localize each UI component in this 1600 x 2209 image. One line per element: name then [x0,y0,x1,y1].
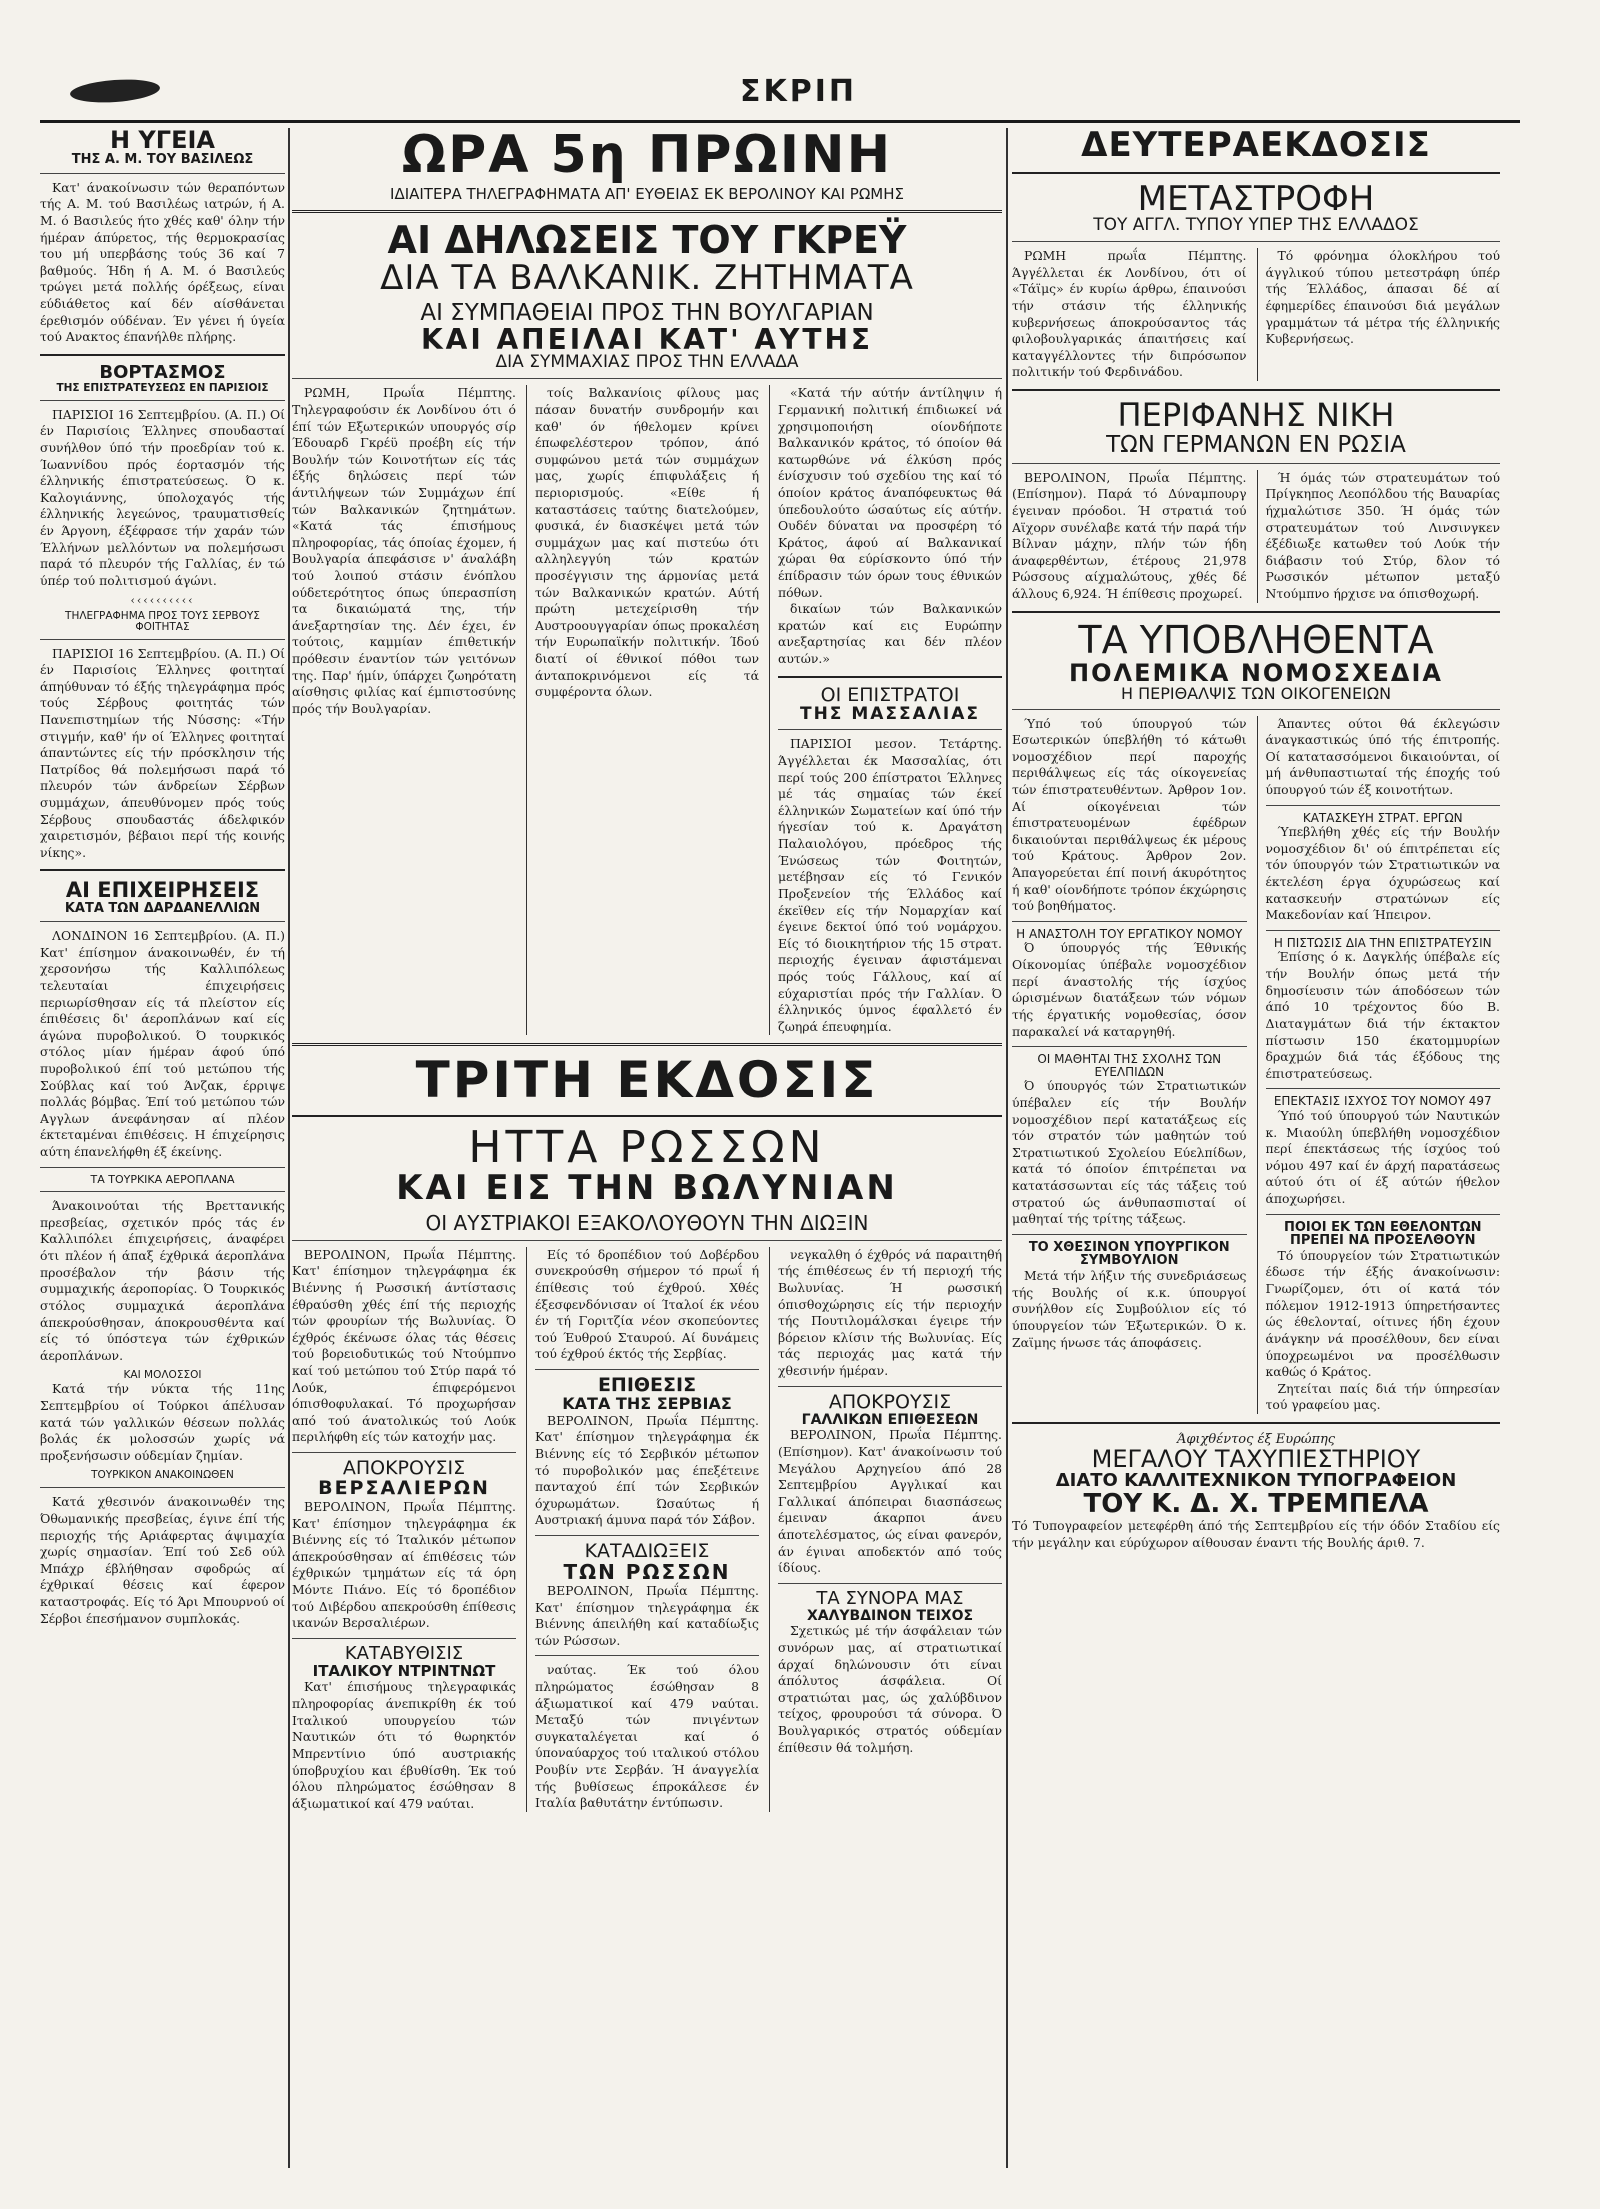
article-subtitle: ΧΑΛΥΒΔΙΝΟΝ ΤΕΙΧΟΣ [806,1607,974,1624]
banner-subtitle: ΙΔΙΑΙΤΕΡΑ ΤΗΛΕΓΡΑΦΗΜΑΤΑ ΑΠ' ΕΥΘΕΙΑΣ ΕΚ ΒΕΡΟΛΙΝΟΥ ΚΑΙ ΡΩΜΗΣ [390,184,904,203]
headline: ΚΑΙ ΕΙΣ ΤΗΝ ΒΩΛΥΝΙΑΝ [396,1168,898,1209]
article-title: ΚΑΤΑΔΙΩΞΕΙΣ [584,1540,710,1563]
article-title: ΕΠΕΚΤΑΣΙΣ ΙΣΧΥΟΣ ΤΟΥ ΝΟΜΟΥ 497 [1273,1094,1492,1109]
article-body: Ή όμάς τών στρατευμάτων τού Πρίγκηπος Λεοπόλδου τής Βαυαρίας ήχμαλώτισε 350. Ή όμάς τών στρατευμάτων τού Λινσινγκεν έξέδιωξε κατωθεν τού Λούκ τήν διάβασιν τού Στύρ, δλον τό Ρωσσικόν μέτωπον μεταξύ Ντούμπνο ήρχισε να όπισθοχωρή. [1265,469,1500,602]
article-body: Κατά χθεσινόν άνακοινωθέν της Όθωμανικής πρεσβείας, έγινε έπί τής περιοχής τής Αριάφερτας άψιμαχία χωρίς σημασίαν. Έπί τού Σεδ ούλ Μπάχρ έβλήθησαν σφοδρώς αί έχθρικαί θέσεις καί έφερον καταστροφάς. Είς τό Άρι Μπουρνού οί Σέρβοι έπεσήμανον συμπλοκάς. [40,1494,285,1626]
ornament: ‹‹‹‹‹‹‹‹‹‹ [130,593,195,607]
article-columns [292,1247,1002,1813]
article-body: Σχετικώς μέ τήν άσφάλειαν τών συνόρων μας, αί στρατιωτικαί άρχαί δηλώνουσιν ότι είναι άπόλυτος άσφάλεια. Οί στρατιώται μας, ώς χαλύβδινον τείχος, φρουρούσι τά σύνορα. Ό Βουλγαρικός στρατός ούδεμίαν έπίθεσιν θά τολμήση. [778,1623,1002,1755]
article-title: ΟΙ ΕΠΙΣΤΡΑΤΟΙ [820,683,960,706]
article-title: ΑΙ ΕΠΙΧΕΙΡΗΣΕΙΣ [65,878,260,903]
divider [778,676,1002,678]
article-title: ΤΑ ΣΥΝΟΡΑ ΜΑΣ [816,1587,964,1609]
article-columns [1012,248,1500,381]
divider [292,378,1002,379]
divider [535,1655,759,1656]
article-subtitle: ΤΗΣ ΜΑΣΣΑΛΙΑΣ [799,703,981,724]
divider [1266,1088,1501,1089]
article-title: ΤΑ ΤΟΥΡΚΙΚΑ ΑΕΡΟΠΛΑΝΑ [90,1172,235,1186]
divider [40,921,285,922]
article-subtitle: ΒΕΡΣΑΛΙΕΡΩΝ [318,1477,490,1500]
article-body: ΡΩΜΗ, Πρωΐα Πέμπτης. Τηλεγραφούσιν έκ Λονδίνου ότι ό έπί τών Εξωτερικών υπουργός σίρ Έδουαρδ Γκρέϋ προέβη είς τήν Βουλήν τών Κοινοτήτων είς τάς έξής δηλώσεις περί τών άντιλήψεων τών Συμμάχων έπί τών Βαλκανικών ζητημάτων. «Κατά τάς έπισήμους πληροφορίας, τάς όποίας έχομεν, ή Βουλγαρία άπεφάσισε ν' άναλάβη τού λοιπού στάσιν ένόπλου ούδετερότητος όπως ύπερασπίση τα δικαιώματά της, τήν άνεξαρτησίαν της. Δέν έχει, έν τούτοις, καμμίαν έπιθετικήν πρόθεσιν έναντίον τών γειτόνων της. Παρ' ήμίν, ύπάρχει ζωηρότατη αίσθησις φιλίας καί έμπιστοσύνης πρός τήν Βουλγαρίαν. [292,385,516,716]
masthead-title: ΣΚΡΙΠ [740,74,857,109]
printer-advertisement [1012,1432,1500,1552]
article-body: Μετά τήν λήξιν τής συνεδριάσεως τής Βουλής οί κ.κ. ύπουργοί συνήλθον είς Συμβούλιον είς τό ύπουργείον τών Έξωτερικών. Ό κ. Ζαϊμης ήνωσε τάς άποφάσεις. [1012,1268,1247,1350]
article-columns [1012,470,1500,603]
divider [40,1487,285,1488]
article-body: «Κατά τήν αύτήν άντίληψιν ή Γερμανική πολιτική έπιδιωκεί νά χρησιμοποιήση οίονδήποτε Βαλκανικόν κράτος, τό όποίον θά κατωρθώνε νά έλκύση πρός ένίσχυσιν τού σχεδίου της καί τό όποίον κράτος άναπόφευκτως θά ύπεδουλούτο ώσαύτως είς αύτήν. Ουδέν δύναται να προσφέρη τό Κράτος, άφού αί Βαλκανικαί χώραι θα εύρίσκοντο ύπό τήν έπίδρασιν τών όρων τους έθνικών πόθων. [778,385,1002,600]
article-title: ΚΑΙ ΜΟΛΟΣΣΟΙ [123,1369,202,1382]
headline: Η ΠΕΡΙΘΑΛΨΙΣ ΤΩΝ ΟΙΚΟΓΕΝΕΙΩΝ [1120,683,1392,703]
divider [1012,921,1247,922]
article-body: ΡΩΜΗ πρωΐα Πέμπτης. Άγγέλλεται έκ Λονδίνου, ότι οί «Τάϊμς» έν κυρίω άρθρω, έπαινούσι τήν στάσιν τής έλληνικής κυβερνήσεως άποκρούσαντος τάς φιλοβουλγαρικάς άπαιτήσεις καί καταγγέλλοντες τήν διπρόσωπον πολιτικήν τού Φερδινάδου. [1012,248,1247,380]
article-body: ΠΑΡΙΣΙΟΙ 16 Σεπτεμβρίου. (Α. Π.) Οί έν Παρισίοις Έλληνες φοιτηταί άπηύθυναν τό έξής τηλεγράφημα πρός τούς Σέρβους φοιτητάς τών Πανεπιστημίων τής Νύσσης: «Τήν στιγμήν, καθ' ήν οί Έλληνες φοιτηταί άπαντώντες είς τήν πρόσκλησιν τής Πατρίδος θά πολεμήσωσι παρά τό πλευρόν τών άνδρείων Σέρβων συμμάχων, άπευθύνομεν πρός τούς Σέρβους σπουδαστάς άδελφικόν χαιρετισμόν, βέβαιοι περί τής κοινής νίκης». [40,645,285,860]
article-title: Η ΑΝΑΣΤΟΛΗ ΤΟΥ ΕΡΓΑΤΙΚΟΥ ΝΟΜΟΥ [1016,926,1243,941]
article-body: ΒΕΡΟΛΙΝΟΝ, Πρωΐα Πέμπτης. (Επίσημον). Κατ' άνακοίνωσιν τού Μεγάλου Αρχηγείου άπό 28 Σεπτεμβρίου Αγγλικαί και Γαλλικαί άπόπειραι διασπάσεως έμειναν άκαρποι άνευ άποτελέσματος, ώς είναι φανερόν, άν έγιναι αποδεκτόν από τούς ίδίους. [778,1427,1002,1576]
headline: ΤΟΥ ΑΓΓΛ. ΤΥΠΟΥ ΥΠΕΡ ΤΗΣ ΕΛΛΑΔΟΣ [1093,215,1419,236]
headline: ΔΙΑ ΤΑ ΒΑΛΚΑΝΙΚ. ΖΗΤΗΜΑΤΑ [380,258,914,299]
article-body: ΒΕΡΟΛΙΝΟΝ, Πρωΐα Πέμπτης. (Επίσημον). Παρά τό Δύναμπουργ έγειναν πρόοδοι. Ή στρατιά τού Αϊχορν συνέλαβε κατά τήν παρά τήν Βίλναν μάχην, πλήν τών ήδη άναφερθέντων, έτέρους 21,978 Ρώσσους αίχμαλώτους, χθές δέ άλλους 6,924. Ή έπίθεσις προχωρεί. [1012,469,1247,602]
article-subtitle: ΚΑΤΑ ΤΗΣ ΣΕΡΒΙΑΣ [562,1393,732,1413]
edition-headline: ΔΕΥΤΕΡΑΕΚΔΟΣΙΣ [1081,128,1431,165]
headline: ΗΤΤΑ ΡΩΣΣΩΝ [468,1121,826,1173]
article-title: ΠΟΙΟΙ ΕΚ ΤΩΝ ΕΘΕΛΟΝΤΩΝ ΠΡΕΠΕΙ ΝΑ ΠΡΟΣΕΛΘΟΥΝ [1283,1219,1482,1249]
article-body: ΛΟΝΔΙΝΟΝ 16 Σεπτεμβρίου. (Α. Π.) Κατ' έπίσημον άνακοινωθέν, έν τή χερσονήσω τής Καλλιπόλεως τελευταίαι έπιχειρήσεις περιωρίσθησαν είς τά πλείστον είς έπιθέσεις δι' άεροπλάνων καί είς άγώνα πυροβολικού. Ό τουρκικός στόλος μίαν ήμέραν άφού ύπό πυροβολικού έπί τού μετώπου τής Σούβλας καί τού Άνζακ, έρριψε πολλάς βόμβας. Έπί τού μετώπου τών Αγγλων άνεφάνησαν αί πλέον έκτεταμέναι έπιθέσεις. Η έπιχείρησις αύτη έπανελήφθη έξ έκείνης. [40,928,285,1160]
article-title: ΟΙ ΜΑΘΗΤΑΙ ΤΗΣ ΣΧΟΛΗΣ ΤΩΝ ΕΥΕΛΠΙΔΩΝ [1037,1052,1222,1079]
article-title: ΕΠΙΘΕΣΙΣ [597,1374,697,1397]
article-title: Η ΠΙΣΤΩΣΙΣ ΔΙΑ ΤΗΝ ΕΠΙΣΤΡΑΤΕΥΣΙΝ [1273,935,1492,950]
divider [1012,389,1500,391]
divider [778,729,1002,730]
column-rule [1006,128,1008,2168]
article-body: ΒΕΡΟΛΙΝΟΝ, Πρωΐα Πέμπτης. Κατ' έπίσημον τηλεγράφημα έκ Βιέννης ή Ρωσσική άντίστασις έθραύσθη χθές έπί τής περιοχής τών φρουρίων τής Βωλυνίας. Ό έχθρός έκένωσε όλας τάς θέσεις τού βορειοδυτικώς τού Ντούμπνο καί τού μετώπου τού Στύρ παρά τό Λούκ, έπιφερόμενοι όπισθοφυλακαί. Τό προχωρήσαν από τού άνατολικώς τού Λούκ περιλήφθη είς τών κατοχήν μας. [292,1246,516,1445]
divider [292,1043,1002,1046]
headline: ΑΙ ΔΗΛΩΣΕΙΣ ΤΟΥ ΓΚΡΕΫ [387,218,907,263]
article-columns [292,385,1002,1035]
divider [535,1369,759,1370]
banner-headline: ΩΡΑ 5η ΠΡΩΙΝΗ [401,128,893,185]
article-title: ΚΑΤΑΣΚΕΥΗ ΣΤΡΑΤ. ΕΡΓΩΝ [1302,810,1463,825]
article-subtitle: ΤΗΣ Α. Μ. ΤΟΥ ΒΑΣΙΛΕΩΣ [71,152,254,168]
divider [778,1386,1002,1387]
divider [1012,463,1500,464]
article-body: νεγκαλθη ό έχθρός νά παραιτηθή τής έπιθέσεως έν τή περιοχή τής Βωλυνίας. Ή ρωσσική όπισθοχώρησις είς τήν περιοχήν τής Πουτιλομάλσκαι έγειρε τήν βόρειον κλίσιν τής Βωλυνίας. Είς τάς περιοχάς μας κατά τήν χθεσινήν ήμέραν. [778,1246,1002,1379]
divider [1012,241,1500,242]
article-body: Τό φρόνημα όλοκλήρου τού άγγλικού τύπου μετεστράφη ύπέρ τής Έλλάδος, άπασαι δέ αί έφημερίδες έπαινούσι διά μεγάλων γραμμάτων τά μέτρα τής έλληνικής Κυβερνήσεως. [1265,248,1500,347]
divider [1012,1422,1500,1424]
divider [1012,1046,1247,1047]
headline: ΠΕΡΙΦΑΝΗΣ ΝΙΚΗ [1117,396,1395,435]
article-title: ΤΟΥΡΚΙΚΟΝ ΑΝΑΚΟΙΝΩΘΕΝ [91,1469,234,1482]
ad-owner: ΤΟΥ Κ. Δ. Χ. ΤΡΕΜΠΕΛΑ [1083,1489,1429,1520]
ad-signature: Άφιχθέντος έξ Ευρώπης [1176,1431,1336,1447]
right-column [1012,128,1500,2168]
headline: ΤΑ ΥΠΟΒΛΗΘΕΝΤΑ [1078,617,1434,662]
article-title: ΤΗΛΕΓΡΑΦΗΜΑ ΠΡΟΣ ΤΟΥΣ ΣΕΡΒΟΥΣ ΦΟΙΤΗΤΑΣ [65,609,260,633]
article-body: Ύπό τού ύπουργού τών Ναυτικών κ. Μιαούλη ύπεβλήθη νομοσχέδιον περί έπεκτάσεως τής ίσχύος τού νόμου 497 καί έν άρχή παρατάσεως αύτού ότι οί έξ αύτών ήθελον άποχωρήσει. [1265,1107,1500,1206]
divider [1266,930,1501,931]
divider [535,1535,759,1536]
divider [1012,611,1500,613]
article-body: ΒΕΡΟΛΙΝΟΝ, Πρωΐα Πέμπτης. Κατ' έπίσημον τηλεγράφημα έκ Βιέννης είς τό Ίταλικόν μέτωπον άπεκρούσθησαν αί έπιθέσεις τών έχθρικών τμημάτων είς τά όρη Μόντε Πιάνο. Είς τό δροπέδιον τού Διβέρδου απεκρούσθη έπίθεσις ικανών Βερσαλιέρων. [292,1498,516,1631]
masthead [40,70,1520,123]
divider [40,400,285,401]
article-title: ΚΑΤΑΒΥΘΙΣΙΣ [344,1642,464,1664]
article-subtitle: ΤΩΝ ΡΩΣΣΩΝ [563,1559,731,1584]
headline: ΜΕΤΑΣΤΡΟΦΗ [1137,178,1375,219]
article-body: Κατ' έπισήμους τηλεγραφικάς πληροφορίας άνεπικρίθη έκ τού Ιταλικού υπουργείου τών Ναυτικών ότι τό θωρηκτόν Μπρεντίνιο ύπό αυστριακής ύποβρυχίου και έβυθίσθη. Έκ τού όλου πληρώματος έσώθησαν 8 άξιωματικοί καί 479 ναύται. [292,1679,516,1811]
divider [1012,1234,1247,1235]
article-body: Ύπεβλήθη χθές είς τήν Βουλήν νομοσχέδιον δι' ού έπιτρέπεται είς τόν ύπουργόν τών Στρατιωτικών να έκτελέση έργα όχυρώσεως καί κατασκευήν στρατώνων είς Μακεδονίαν καί Ήπειρον. [1265,824,1500,923]
article-subtitle: ΚΑΤΑ ΤΩΝ ΔΑΡΔΑΝΕΛΛΙΩΝ [64,900,261,916]
edition-headline: ΤΡΙΤΗ ΕΚΔΟΣΙΣ [415,1051,879,1110]
headline: ΔΙΑ ΣΥΜΜΑΧΙΑΣ ΠΡΟΣ ΤΗΝ ΕΛΛΑΔΑ [495,352,799,373]
article-body: Τό ύπουργείον τών Στρατιωτικών έδωσε τήν έξής άνακοίνωσιν: Γνωρίζομεν, ότι οί κατά τόν πόλεμον 1912-1913 ύπηρετήσαντες ώς έθελονταί, οίτινες ήδη έχουν άνάγκην νά προσέλθουν, δεν είναι ύποχρεωμένοι να προσέλθωσιν καθώς ό Κράτος. [1265,1247,1500,1380]
divider [1266,805,1501,806]
headline: ΟΙ ΑΥΣΤΡΙΑΚΟΙ ΕΞΑΚΟΛΟΥΘΟΥΝ ΤΗΝ ΔΙΩΞΙΝ [425,1210,869,1235]
article-columns [1012,716,1500,1414]
headline: ΤΩΝ ΓΕΡΜΑΝΩΝ ΕΝ ΡΩΣΙΑ [1106,431,1406,458]
article-body: Κατ' άνακοίνωσιν τών θεραπόντων τής Α. Μ. τού Βασιλέως ιατρών, ή Α. Μ. ό Βασιλεύς ήτο χθές καθ' όλην τήν ήμέραν άπύρετος, τής θερμοκρασίας του μή υπερβάσης τούς 36 καί 7 βαθμούς. Ήδη ή Α. Μ. ό Βασιλεύς τρώγει μετά πολλής όρέξεως, είναι εύδιάθετος καί δέν αίσθάνεται έρεθισμόν ούδέναν. Έν γένει ή ύγεία τού Ανακτος έπανήλθε πλήρης. [40,179,285,345]
article-body: ΠΑΡΙΣΙΟΙ 16 Σεπτεμβρίου. (Α. Π.) Οί έν Παρισίοις Έλληνες σπουδασταί συνήλθον ύπό τήν προεδρίαν τού κ. Ίωαννίδου πρός έορτασμόν τής έλληνικής έπιστρατεύσεως. Ό κ. Καλογιάννης, ύπολοχαγός τής έλληνικής λεγεώνος, τραυματισθείς έν Άργονη, έξέφρασε τήν χαράν τών Έλλήνων μελλόντων να πολεμήσωσι παρά τό πλευρόν τής Γαλλίας, έν τώ ύπέρ τού πολιτισμού άγώνι. [40,406,285,588]
classified-line: Ζητείται παίς διά τήν ύπηρεσίαν τού γραφείου μας. [1265,1380,1500,1413]
article-body: Ύπό τού ύπουργού τών Εσωτερικών ύπεβλήθη τό κάτωθι νομοσχέδιον περί παροχής περιθάλψεως είς τάς οίκογενείας τών έπιστρατευθέντων. Άρθρον 1ον. Αί οίκογένειαι τών έπιστρατευομένων έφέδρων δικαιούνται περιθάλψεως έκ μέρους τού Κράτους. Άρθρον 2ον. Άπαγορεύεται έπί ποινή άκυρότητος ή καθ' οίονδήποτε τρόπον έκχώρησις τού βοηθήματος. [1012,715,1247,914]
article-body: τοίς Βαλκανίοις φίλους μας πάσαν δυνατήν συνδρομήν και καθ' όν ήθελομεν κρίνει έπωφελέστερον τρόπον, άπό συμφώνου μετά τών συμμάχων μας, χωρίς έπιφυλάξεις ή περιορισμούς. «Είθε ή καταστάσεις ταύτης διατελούμεν, φυσικά, έν διασκέψει μετά τών συμμάχων μας καί πιστεύω ότι αλληλεγγύη τών κρατών προσέγγισιν της άρμονίας μετά τών Βαλκανικών κρατών. Αύτή πρώτη μετεχείρισθη τήν Αυστροουγγαρίαν όπως προκαλέση τήν Ευρωπαϊκήν πολιτικήν. Ίδού διατί οί έθνικοί πόθοι των άνταποκρινόμενοι είς τά συμφέροντα όλων. [535,385,759,700]
article-body: Άνακοινούται τής Βρεττανικής πρεσβείας, σχετικόν πρός τάς έν Καλλιπόλει έπιχειρήσεις, άναφέρει ότι πλέον ή άπαξ έχθρικά άεροπλάνα προσέβαλον τήν βάσιν τής συμμαχικής άεροπορίας. Ό Τουρκικός στόλος συμμαχικά άεροπλάνα άπεκρούσθησαν, άποκρουσθέντα καί είς τό ύπόστεγα τών έχθρικών άεροπλάνων. [40,1198,285,1363]
divider [778,1583,1002,1584]
article-body: ναύτας. Έκ τού όλου πληρώματος έσώθησαν 8 άξιωματικοί καί 479 ναύται. Μεταξύ τών πνιγέντων συγκαταλέγεται καί ό ύποναύαρχος τού ιταλικού στόλου Ρουβίν ντε Σερβάν. Ή άναγγελία τής βυθίσεως έπροκάλεσε έν Ιταλία βαθυτάτην έντύπωσιν. [535,1662,759,1811]
divider [292,1115,1002,1117]
divider [40,173,285,174]
ad-body: Τό Τυπογραφείον μετεφέρθη άπό τής Σεπτεμβρίου είς τήν όδόν Σταδίου είς τήν μεγάλην και εύρύχωρον αίθουσαν έναντι τής Βουλής άριθ. 7. [1012,1518,1500,1550]
article-title: Η ΥΓΕΙΑ [109,128,215,154]
article-body: Κατά τήν νύκτα τής 11ης Σεπτεμβρίου οί Τούρκοι άπέλυσαν κατά τών γαλλικών θέσεων πολλάς βολάς έκ μολοσσών χωρίς νά προξενήσωσιν ούδεμίαν ζημίαν. [40,1381,285,1463]
divider [292,210,1002,213]
ink-blot [69,77,160,105]
article-body: Ό ύπουργός τής Έθνικής Οίκονομίας ύπέβαλε νομοσχέδιον περί άναστολής τής ίσχύος ώρισμένων διατάξεων τών νόμων τής έργατικής νομοθεσίας, όσον παρακαλεί νά καταργηθή. [1012,940,1247,1039]
divider [292,1240,1002,1241]
article-title: ΑΠΟΚΡΟΥΣΙΣ [828,1390,952,1413]
article-body: δικαίων τών Βαλκανικών κρατών καί εις Ευρώπην ανεξαρτησίας και δέν πλέον αυτών.» [778,601,1002,667]
divider [1012,172,1500,174]
divider [40,354,285,356]
divider [40,1167,285,1168]
divider [40,1191,285,1192]
divider [292,1638,516,1639]
article-body: ΒΕΡΟΛΙΝΟΝ, Πρωΐα Πέμπτης. Κατ' έπίσημον τηλεγράφημα έκ Βιέννης άπειλήθη καί καταδίωξις τών Ρώσσων. [535,1582,759,1648]
article-body: Είς τό δροπέδιον τού Δοβέρδου συνεκρούσθη σήμερον τό πρωΐ ή έπίθεσις τού έχθρού. Χθές έξεσφενδόνισαν οί Ίταλοί έκ νέου έν τή Γοριτζία νέον σκοπεύοντες τού Έυθρού Σταυρού. Αί δυνάμεις τού έχθρού έκτός τής Σερβίας. [535,1246,759,1362]
headline: ΑΙ ΣΥΜΠΑΘΕΙΑΙ ΠΡΟΣ ΤΗΝ ΒΟΥΛΓΑΡΙΑΝ [420,299,874,326]
article-title: ΒΟΡΤΑΣΜΟΣ [99,361,226,383]
article-subtitle: ΓΑΛΛΙΚΩΝ ΕΠΙΘΕΣΕΩΝ [801,1411,979,1428]
article-subtitle: ΤΗΣ ΕΠΙΣΤΡΑΤΕΥΣΕΩΣ ΕΝ ΠΑΡΙΣΙΟΙΣ [56,381,269,394]
article-subtitle: ΙΤΑΛΙΚΟΥ ΝΤΡΙΝΤΝΩΤ [312,1661,496,1680]
article-body: Έπίσης ό κ. Δαγκλής ύπέβαλε είς τήν Βουλήν όπως μετά τήν δημοσίευσιν τών άποδόσεων τών άπό 10 τρέχοντος δύο Β. Διαταγμάτων διά τήν έκτακτον πίστωσιν 150 έκατομμυρίων δραχμών διά τάς έξόδους της έπιστρατεύσεως. [1265,949,1500,1081]
ad-subtitle: ΔΙΑΤΟ ΚΑΛΛΙΤΕΧΝΙΚΟΝ ΤΥΠΟΓΡΑΦΕΙΟΝ [1055,1470,1457,1492]
article-title: ΑΠΟΚΡΟΥΣΙΣ [342,1457,466,1480]
ad-title: ΜΕΓΑΛΟΥ ΤΑΧΥΠΙΕΣΤΗΡΙΟΥ [1091,1444,1421,1473]
article-body: Άπαντες ούτοι θά έκλεγώσιν άναγκαστικώς ύπό τής έπιτροπής. Οί κατατασσόμενοι δικαιούνται, οί μή άνθυπαστιωταί τής έποχής τού ύπουργού τών έξ κοινοτήτων. [1265,715,1500,798]
divider [1012,709,1500,710]
article-body: Ό ύπουργός τών Στρατιωτικών ύπέβαλεν είς τήν Βουλήν νομοσχέδιον περί κατατάξεως είς τόν στρατόν τών μαθητών τού Στρατιωτικού Σχολείου Εύελπίδων, κατά τό όποίον έπιτρέπεται να κατατάσσωνται είς τάς τάξεις τού στρατού ώς άνθυπασπισταί οί μαθηταί τής τρίτης τάξεως. [1012,1078,1247,1227]
article-body: ΠΑΡΙΣΙΟΙ μεσον. Τετάρτης. Άγγέλλεται έκ Μασσαλίας, ότι περί τούς 200 έπίστρατοι Έλληνες μέ τάς σημαίας τών έκεί έλληνικών Σωματείων καί ύπό τήν ήγεσίαν τού κ. Δραγάτση Παλαιολόγου, πρόεδρος τής Ένώσεως τών Φοιτητών, μετέβησαν είς τό Γενικόν Προξενείον τής Έλλάδος καί έκεϊθεν είς τήν Νομαρχίαν καί έγεινε δεκτοί ύπό τού νομάρχου. Είς τό διοικητήριον τής 15 στρατ. περιοχής έγειναν άφιστάμεναι πρός τούς Γάλλους, καί αί εύχαριστίαι πρός τήν Γαλλίαν. Ό έλληνικός ύμνος έφαλλετό έν ζωηρά έπευφημία. [778,736,1002,1034]
divider [40,869,285,871]
article-body: ΒΕΡΟΛΙΝΟΝ, Πρωΐα Πέμπτης. Κατ' έπίσημον τηλεγράφημα έκ Βιέννης είς τό Σερβικόν μέτωπον τό πυροβολικόν μας έπεξέτεινε πανταχού έπί τών Σερβικών όχυρωμάτων. Ώσαύτως ή Αυστριακή άμυνα παρά τόν Σάβον. [535,1412,759,1528]
divider [1266,1214,1501,1215]
left-column [40,128,285,2168]
divider [40,639,285,640]
headline: ΚΑΙ ΑΠΕΙΛΑΙ ΚΑΤ' ΑΥΤΗΣ [420,323,874,357]
article-title: ΤΟ ΧΘΕΣΙΝΟΝ ΥΠΟΥΡΓΙΚΟΝ ΣΥΜΒΟΥΛΙΟΝ [1028,1239,1230,1269]
center-column [292,128,1002,2168]
column-rule [288,128,290,2168]
headline: ΠΟΛΕΜΙΚΑ ΝΟΜΟΣΧΕΔΙΑ [1069,658,1443,687]
divider [292,1452,516,1453]
